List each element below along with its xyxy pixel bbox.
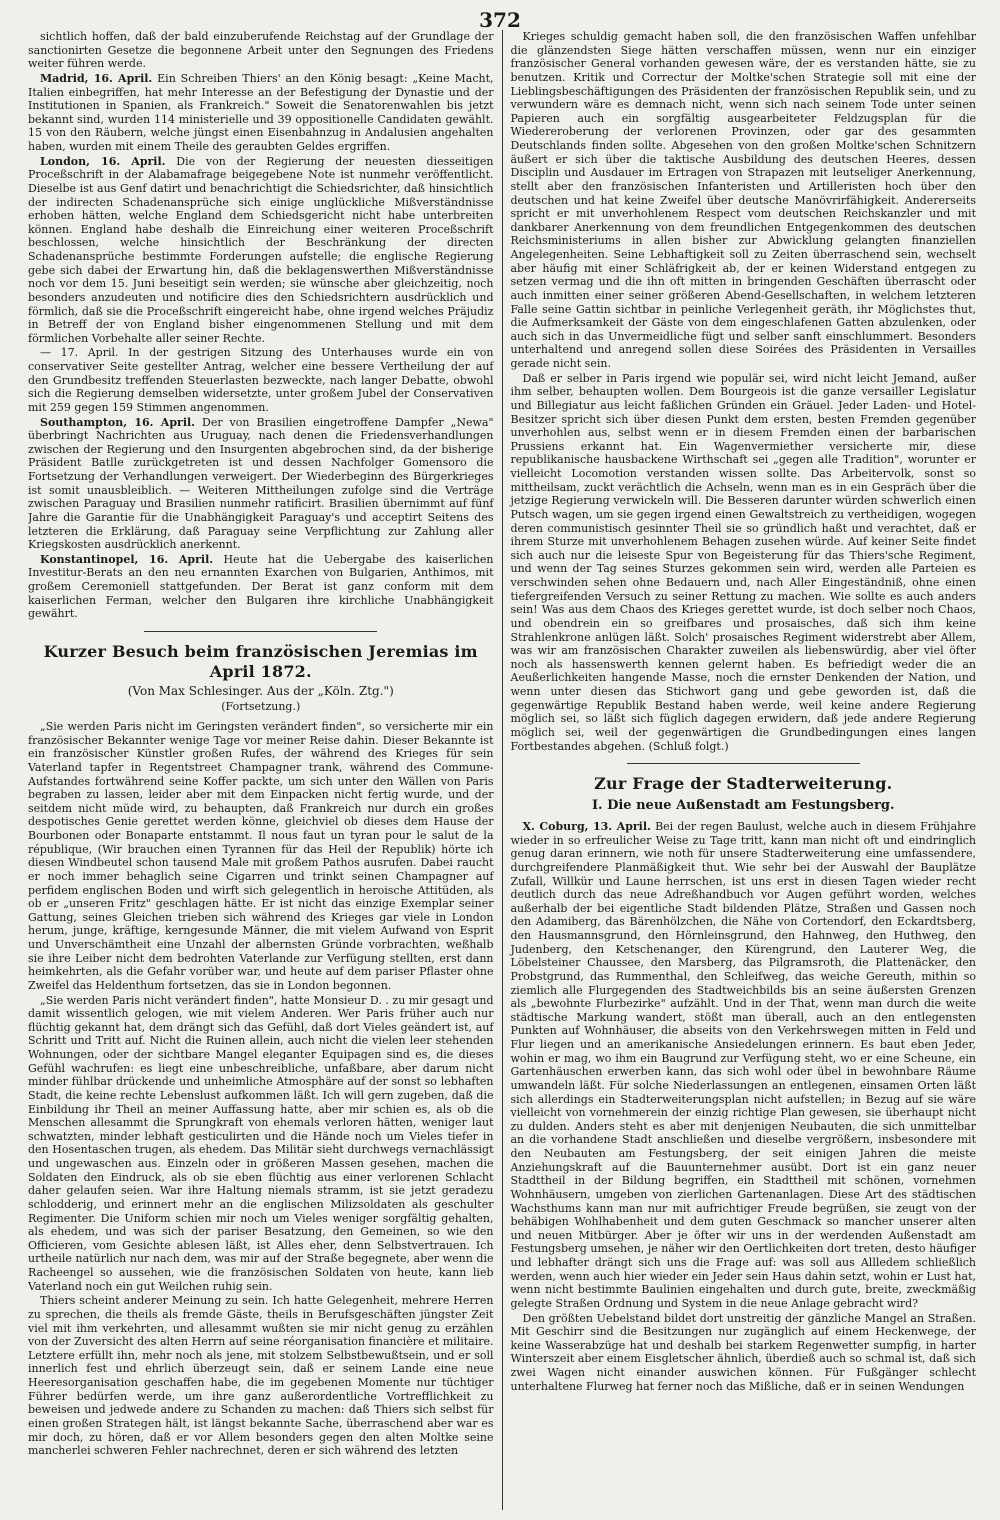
left-column xyxy=(28,30,503,1510)
london-text: Die von der Regierung der neuesten diesseitigen Proceßschrift in der Alabamafrage beigegebene Note ist nunmehr veröffentlicht. Dieselbe ist aus Genf datirt und benachrichtigt die Schiedsrichter, daß hinsichtlich der indirecten Schadenansprüche sich einige unglückliche Mißverständnisse erhoben hätten, welche England dem Schiedsgericht nicht habe unterbreiten können. England habe deshalb die Einreichung einer weiteren Proceßschrift beschlossen, welche hinsichtlich der Beschränkung der directen Schadenansprüche bestimmte Forderungen aufstelle; die englische Regierung gebe sich dabei der Erwartung hin, daß die beklagenswerthen Mißverständnisse noch vor dem 15. Juni beseitigt sein werden; sie wünsche aber gleichzeitig, noch besonders anzudeuten und notificire dies den Schiedsrichtern ausdrücklich und förmlich, daß sie die Proceßschrift eingereicht habe, ohne irgend welches Präjudiz in Betreff der von England bisher eingenommenen Stellung und mit dem förmlichen Vorbehalte aller seiner Rechte. xyxy=(28,154,494,345)
article-paragraph-4: Krieges schuldig gemacht haben soll, die den französischen Waffen unfehlbar die glänzendsten Siege hätten verschaffen müssen, wenn nur ein einziger französischer General vorhanden gewesen wäre, der es verstanden hätte, sie zu benutzen. Kritik und Correctur der Moltke'schen Strategie soll mit eine der Lieblingsbeschäftigungen des Präsidenten der französischen Republik sein, und zu verwundern wäre es demnach nicht, wenn sich nach seinem Tode unter seinen Papieren auch ein sorgfältig ausgearbeiteter Feldzugsplan für die Wiedereroberung der verlorenen Provinzen, oder gar des gesammten Deutschlands finden sollte. Abgesehen von den großen Moltke'schen Schnitzern äußert er sich über die taktische Ausbildung des deutschen Heeres, dessen Disciplin und Ausdauer im Ertragen von Strapazen mit leutseliger Anerkennung, stellt aber den französischen Infanteristen und Artilleristen hoch über den deutschen und hat keine Zweifel über deutsche Manövrirfähigkeit. Andererseits spricht er mit unverhohlenem Respect vom deutschen Reichskanzler und mit dankbarer Anerkennung von dem freundlichen Entgegenkommen des deutschen Reichsministeriums in allen bisher zur Abwicklung gelangten finanziellen Angelegenheiten. Seine Lebhaftigkeit soll zu Zeiten überraschend sein, wechselt aber häufig mit einer Schläfrigkeit ab, der er keinen Widerstand entgegen zu setzen vermag und die ihn oft mitten in bringenden Geschäften überrascht oder auch inmitten einer seiner größeren Abend-Gesellschaften, in welchem letzteren Falle seine Gattin sichtbar in peinliche Verlegenheit geräth, ihr Möglichstes thut, die Aufmerksamkeit der Gäste von dem eingeschlafenen Gatten abzulenken, oder auch sich in das Unvermeidliche fügt und selber sanft einschlummert. Besonders unterhaltend und anregend sollen diese Soirées des Präsidenten in Versailles gerade nicht sein. xyxy=(510,30,976,370)
divider-2 xyxy=(627,763,860,764)
right-column xyxy=(503,30,977,1510)
southampton-paragraph xyxy=(28,416,494,552)
dateline-konstantinopel: Konstantinopel, 16. April. xyxy=(40,552,214,566)
to-be-continued: (Schluß folgt.) xyxy=(648,739,729,753)
article-paragraph-3: Thiers scheint anderer Meinung zu sein. Ich hatte Gelegenheit, mehrere Herren zu sprechen, die theils als fremde Gäste, theils in Berufsgeschäften jüngster Zeit viel mit ihm verkehrten, und allesammt wußten sie mir nicht genug zu erzählen von der Zuversicht des alten Herrn auf seine réorganisation financière et militaire. Letztere erfüllt ihn, mehr noch als jene, mit stolzem Selbstbewußtsein, und er soll innerlich fest und ehrlich überzeugt sein, daß er seinem Lande eine neue Heeresorganisation geschaffen habe, die im gegebenen Momente nur tüchtiger Führer bedürfen werde, um ihre ganz außerordentliche Vortrefflichkeit zu beweisen und jedwede andere zu Schanden zu machen: daß Thiers sich selbst für einen großen Strategen hält, ist längst bekannte Sache, überraschend aber war es mir doch, zu hören, daß er vor Allem besonders gegen den alten Moltke seine mancherlei schweren Fehler nachrechnet, deren er sich während des letzten xyxy=(28,1294,494,1458)
konstantinopel-paragraph xyxy=(28,553,494,621)
columns xyxy=(28,30,976,1510)
article-paragraph-5-text: Daß er selber in Paris irgend wie populär sei, wird nicht leicht Jemand, außer ihm selber, behaupten wollen. Dem Bourgeois ist die ganze versailler Legislatur und Billegiatur aus leicht faßlichen Gründen ein Gräuel. Jeder Laden- und Hotel-Besitzer spricht sich über diesen Punkt dem ersten, besten Fremden gegenüber unverhohlen aus, selbst wenn er in diesem Fremden einen der barbarischen Prussiens erkannt hat. Ein Wagenvermiether versicherte mir, diese republikanische hausbackene Wirthschaft sei „gegen alle Tradition", worunter er vielleicht Locomotion verstanden wissen sollte. Das Arbeitervolk, sonst so mittheilsam, zuckt verächtlich die Achseln, wenn man es in ein Gespräch über die jetzige Regierung verwickeln will. Die Besseren darunter würden schwerlich einen Putsch wagen, um sie gegen irgend einen Gewaltstreich zu vertheidigen, wogegen deren communistisch gesinnter Theil sie so gründlich haßt und verachtet, daß er ihrem Sturze mit unverhohlenem Behagen zusehen würde. Auf keiner Seite findet sich auch nur die leiseste Spur von Begeisterung für das Thiers'sche Regiment, und wenn der Tag seines Sturzes gekommen sein wird, werden alle Parteien es verschwinden sehen ohne Bedauern und, nach Aller Eingeständniß, ohne einen tiefergreifenden Versuch zu seiner Rettung zu machen. Wie sollte es auch anders sein! Was aus dem Chaos des Krieges gerettet wurde, ist doch selber noch Chaos, und obendrein ein so greifbares und prosaisches, daß sich ihm keine Strahlenkrone anlügen läßt. Solch' prosaisches Regiment widerstrebt aber Allem, was wir am französischen Charakter zuweilen als liebenswürdig, aber viel öfter noch als hassenswerth kennen gelernt haben. Es befriedigt weder die an Aeußerlichkeiten hangende Masse, noch die ernster Denkenden der Nation, und wenn unter diesen das Stichwort gang und gebe geworden ist, daß die gegenwärtige Republik Bestand haben werde, weil keine andere Regierung möglich sei, so läßt sich füglich dagegen erwidern, daß jede andere Regierung möglich sei, weil der gegenwärtigen die Grundbedingungen eines langen Fortbestandes abgehen. xyxy=(510,371,976,753)
dateline-london: London, 16. April. xyxy=(40,154,166,168)
article-title: Kurzer Besuch beim französischen Jeremias im April 1872. xyxy=(43,641,478,681)
article-continuation: (Fortsetzung.) xyxy=(221,700,301,714)
divider xyxy=(144,631,377,632)
section-subtitle: I. Die neue Außenstadt am Festungsberg. xyxy=(591,797,895,813)
madrid-paragraph xyxy=(28,72,494,154)
article-paragraph-2: „Sie werden Paris nicht verändert finden", hatte Monsieur D. . zu mir gesagt und damit wissentlich gelogen, wie mit vielem Anderen. Wer Paris früher auch nur flüchtig gekannt hat, dem drängt sich das Gefühl, daß dort Vieles geändert ist, auf Schritt und Tritt auf. Nicht die Ruinen allein, auch nicht die vielen leer stehenden Wohnungen, oder der sichtbare Mangel eleganter Equipagen sind es, die dieses Gefühl wachrufen: es liegt eine unbeschreibliche, unfaßbare, aber darum nicht minder fühlbar drückende und unheimliche Atmosphäre auf der sonst so lebhaften Stadt, die keine rechte Lebenslust aufkommen läßt. Ich will gern zugeben, daß die Einbildung ihr Theil an meiner Auffassung hatte, aber mir schien es, als ob die Menschen allesammt die Sprungkraft von ehemals verloren hätten, weniger laut schwatzten, minder lebhaft gesticulirten und die Hände noch um Vieles tiefer in den Hosentaschen trugen, als ehedem. Das Militär sieht durchwegs vernachlässigt und ungewaschen aus. Einzeln oder in größeren Massen gesehen, machen die Soldaten den Eindruck, als ob sie eben flüchtig aus einer verlorenen Schlacht daher gelaufen seien. War ihre Haltung niemals stramm, ist sie jetzt geradezu schlodderig, und erinnert mehr an die englischen Milizsoldaten als geschulter Regimenter. Die Uniform schien mir noch um Vieles weniger sorgfältig gehalten, als ehedem, und was sich der pariser Besatzung, den Gemeinen, so wie den Officieren, vom Gesichte ablesen läßt, ist Alles eher, denn Selbstvertrauen. Ich urtheile natürlich nur nach dem, was mir auf der Straße begegnete, aber wenn die Racheengel so aussehen, wie die französischen Soldaten von heute, kann lieb Vaterland noch ein gut Weilchen ruhig sein. xyxy=(28,993,494,1293)
article-paragraph-1: „Sie werden Paris nicht im Geringsten verändert finden", so versicherte mir ein französischer Bekannter wenige Tage vor meiner Reise dahin. Dieser Bekannte ist ein französischer Künstler großen Rufes, der während des Krieges für sein Vaterland tapfer in Regentstreet Champagner trank, während des Commune-Aufstandes fortwährend seine Koffer packte, um sich unter den Wällen von Paris begraben zu lassen, leider aber mit dem Einpacken nicht fertig wurde, und der seitdem nicht müde wird, zu behaupten, daß Frankreich nur durch ein großes despotisches Genie gerettet werden könne, gleichviel ob dieses dem Hause der Bourbonen oder Bonaparte entstammt. Il nous faut un tyran pour le salut de la république, (Wir brauchen einen Tyrannen für das Heil der Republik) hörte ich diesen Windbeutel schon tausend Male mit großem Pathos ausrufen. Dabei raucht er noch immer behaglich seine Cigarren und trinkt seinen Champagner auf perfidem englischen Boden und wirft sich gelegentlich in heroische Attitüden, als ob er „unseren Fritz" geschlagen hätte. Er ist nicht das einzige Exemplar seiner Gattung, seines Gleichen trieben sich während des Krieges gar viele in London herum, junge, kräftige, kerngesunde Männer, die mit vielem Aufwand von Esprit und Unverschämtheit eine Unzahl der albernsten Gründe vorbrachten, weßhalb sie ihre Leiber nicht dem bedrohten Vaterlande zur Verfügung stellten, erst dann heimkehrten, als die Gefahr vorüber war, und heute auf dem pariser Pflaster ohne Zweifel das Heldenthum fortsetzen, das sie in London begonnen. xyxy=(28,720,494,992)
london-paragraph-2: — 17. April. In der gestrigen Sitzung des Unterhauses wurde ein von conservativer Seite gestellter Antrag, welcher eine bessere Vertheilung der auf den Grundbesitz treffenden Steuerlasten bezweckte, nach langer Debatte, obwohl sich die Regierung demselben widersetzte, unter großem Jubel der Conservativen mit 259 gegen 159 Stimmen angenommen. xyxy=(28,346,494,414)
article-byline: (Von Max Schlesinger. Aus der „Köln. Ztg.") xyxy=(127,683,394,698)
article-paragraph-5 xyxy=(511,372,977,754)
southampton-text: Der von Brasilien eingetroffene Dampfer „Newa" überbringt Nachrichten aus Uruguay, nach denen die Friedensverhandlungen zwischen der Regierung und den Insurgenten abgebrochen sind, da der bisherige Präsident Batlle zurückgetreten ist und dessen Nachfolger Gomensoro die Fortsetzung der Verhandlungen verweigert. Der Wiederbeginn des Bürgerkrieges ist somit unausbleiblich. — Weiteren Mittheilungen zufolge sind die Verträge zwischen Paraguay und Brasilien nunmehr ratificirt. Brasilien übernimmt auf fünf Jahre die Garantie für die Unabhängigkeit Paraguay's und acceptirt Seitens des letzteren die Erklärung, daß Paraguay seine Verpflichtung zur Zahlung aller Kriegskosten ausdrücklich anerkennt. xyxy=(28,415,494,552)
madrid-text: Ein Schreiben Thiers' an den König besagt: „Keine Macht, Italien einbegriffen, hat mehr Interesse an der Befestigung der Dynastie und der Institutionen in Spanien, als Frankreich." Soweit die Senatorenwahlen bis jetzt bekannt sind, wurden 114 ministerielle und 39 oppositionelle Candidaten gewählt. 15 von den Räubern, welche jüngst einen Eisenbahnzug in Andalusien angehalten haben, wurden mit einem Theile des geraubten Geldes ergriffen. xyxy=(28,71,494,153)
section-title: Zur Frage der Stadterweiterung. xyxy=(594,774,893,794)
coburg-paragraph xyxy=(511,820,977,1311)
london-paragraph xyxy=(28,155,494,346)
dateline-southampton: Southampton, 16. April. xyxy=(40,415,196,429)
dateline-madrid: Madrid, 16. April. xyxy=(40,71,153,85)
dateline-coburg: X. Coburg, 13. April. xyxy=(522,820,651,834)
konstantinopel-text: Heute hat die Uebergabe des kaiserlichen Investitur-Berats an den neu ernannten Exarchen von Bulgarien, Anthimos, mit großem Ceremoniell stattgefunden. Der Berat ist ganz conform mit dem kaiserlichen Ferman, welcher den Bulgaren ihre kirchliche Unabhängigkeit gewährt. xyxy=(28,552,494,621)
intro-paragraph: sichtlich hoffen, daß der bald einzuberufende Reichstag auf der Grundlage der sanctionirten Gesetze die begonnene Arbeit unter den Segnungen des Friedens weiter führen werde. xyxy=(28,30,494,71)
coburg-text: Bei der regen Baulust, welche auch in diesem Frühjahre wieder in so erfreulicher Weise zu Tage tritt, kann man nicht oft und eindringlich genug daran erinnern, wie noth für unsere Stadterweiterung eine umfassendere, durchgreifendere Planmäßigkeit thut. Wie sehr bei der Auswahl der Bauplätze Zufall, Willkür und Laune herrschen, ist uns erst in diesen Tagen wieder recht deutlich durch das neue Adreßhandbuch vor Augen geführt worden, welches außerhalb der bei eigentliche Stadt bildenden Plätze, Straßen und Gassen noch den Adamiberg, das Bärenhölzchen, die Nähe von Cortendorf, den Eckardtsberg, den Hausmannsgrund, den Hörnleinsgrund, den Hahnweg, den Huthweg, den Judenberg, den Ketschenanger, den Kürengrund, den Lauterer Weg, die Löbelsteiner Chaussee, den Marsberg, das Pilgramsroth, die Plattenäcker, den Probstgrund, das Rummenthal, den Schleifweg, das weiche Gereuth, mithin so ziemlich alle Flurgegenden des Stadtweichbilds bis an seine äußersten Grenzen als „bewohnte Flurbezirke" aufzählt. Und in der That, wenn man durch die weite städtische Markung wandert, stößt man überall, auch an den entlegensten Punkten auf Wohnhäuser, die abseits von den Verkehrswegen mitten in Feld und Flur liegen und an amerikanische Ansiedelungen erinnern. Es baut eben Jeder, wohin er mag, wo ihm ein Baugrund zur Verfügung steht, wo er eine Scheune, ein Gartenhäuschen erwerben kann, das sich wohl oder übel in bewohnbare Räume umwandeln läßt. Für solche Niederlassungen an entlegenen, einsamen Orten läßt sich allerdings ein Stadterweiterungsplan nicht aufstellen; in Bezug auf sie wäre vielleicht von vornehmerein der einzig richtige Plan gewesen, sie überhaupt nicht zu dulden. Anders steht es aber mit denjenigen Neubauten, die sich unmittelbar an die vorhandene Stadt anschließen und dieselbe vergrößern, insbesondere mit den Neubauten am Festungsberg, der seit einigen Jahren die meiste Anziehungskraft auf die Bauunternehmer ausübt. Dort ist ein ganz neuer Stadttheil in der Bildung begriffen, ein Stadttheil mit schönen, vornehmen Wohnhäusern, umgeben von zierlichen Gartenanlagen. Diese Art des städtischen Wachsthums kann man nur mit aufrichtiger Freude begrüßen, sie zeugt von der behäbigen Wohlhabenheit und dem guten Geschmack so mancher unserer alten und neuen Mitbürger. Aber je öfter wir uns in der werdenden Außenstadt am Festungsberg umsehen, je näher wir den Oertlichkeiten dort treten, desto häufiger und lebhafter drängt sich uns die Frage auf: was soll aus Allledem schließlich werden, wenn auch hier wieder ein Jeder sein Haus dahin setzt, wohin er Lust hat, wenn nicht bestimmte Baulinien eingehalten und durch gute, breite, zweckmäßig gelegte Straßen Ordnung und System in die neue Anlage gebracht wird? xyxy=(510,820,976,1310)
coburg-paragraph-2: Den größten Uebelstand bildet dort unstreitig der gänzliche Mangel an Straßen. Mit Geschirr sind die Besitzungen nur zugänglich auf einem Heckenwege, der keine Wasserabzüge hat und deshalb bei starkem Regenwetter sumpfig, in harter Winterszeit aber einem Eisgletscher ähnlich, überdieß auch so schmal ist, daß sich zwei Wagen nicht einander auswichen können. Für Fußgänger schlecht unterhaltene Flurweg hat ferner noch das Mißliche, daß er in seinen Wendungen xyxy=(510,1311,976,1393)
page-number: 372 xyxy=(479,8,521,32)
